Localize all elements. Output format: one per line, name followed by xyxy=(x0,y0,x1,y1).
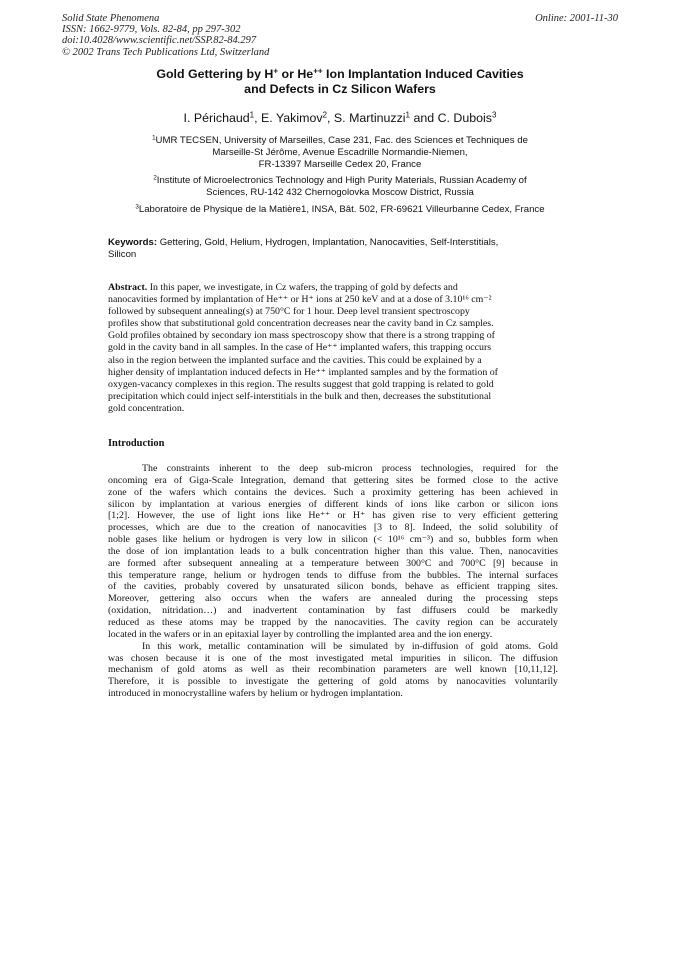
author-separator: , xyxy=(327,111,334,125)
abstract-line: gold in the cavity band in all samples. In the case of He⁺⁺ implanted wafers, this trapping occurs xyxy=(108,342,492,354)
author-list xyxy=(62,111,618,125)
affiliation-text: Laboratoire de Physique de la Matière1, INSA, Bât. 502, FR-69621 Villeurbanne Cedex, France xyxy=(138,204,545,215)
intro-line: the dose of ion implantation leads to a bulk concentration higher than this value. Then, nanocavities xyxy=(108,545,558,557)
abstract-line: higher density of implantation induced defects in He⁺⁺ implanted samples and by the formation of xyxy=(108,366,498,378)
abstract-line: precipitation which could inject self-interstitials in the bulk and then, decreases the substitutional xyxy=(108,390,492,402)
intro-line: oncoming era of Giga-Scale Integration, demand that gettering sites be formed close to the active xyxy=(108,474,558,486)
affiliation-text: Institute of Microelectronics Technology and High Purity Materials, Russian Academy of xyxy=(156,175,527,186)
intro-line: this temperature range, helium or hydrogen tends to diffuse from the bubbles. The internal surfaces xyxy=(108,569,558,581)
affiliation-mark: 2 xyxy=(153,174,157,182)
journal-name: Solid State Phenomena xyxy=(62,13,160,24)
title-line-2: and Defects in Cz Silicon Wafers xyxy=(244,81,436,96)
intro-line: (oxidation, nitridation…) and inadvertent contamination by fast diffusers could be markedly xyxy=(108,605,558,617)
abstract-line: followed by subsequent annealing(s) at 750°C for 1 hour. Deep level transient spectroscopy xyxy=(108,306,470,318)
intro-line: In this work, metallic contamination will be simulated by in-diffusion of gold atoms. Gold xyxy=(142,640,558,652)
abstract-text: In this paper, we investigate, in Cz wafers, the trapping of gold by defects and xyxy=(147,282,458,293)
title-part: Gold Gettering by H xyxy=(156,67,274,81)
intro-line: located in the wafers or in an epitaxial layer by controlling the implanted area and the ion energy. xyxy=(108,628,493,640)
affiliation-mark: 3 xyxy=(135,203,139,211)
keywords xyxy=(108,237,558,262)
intro-line: are formed after subsequent annealing at a temperature between 300°C and 700°C [9] because in xyxy=(108,557,558,569)
online-date: Online: 2001-11-30 xyxy=(535,13,618,24)
intro-line: Moreover, gettering also occurs when the wafers are annealed during the processing steps xyxy=(108,593,558,605)
abstract-label: Abstract. xyxy=(108,282,148,293)
abstract-line xyxy=(108,282,558,294)
intro-line: was chosen because it is one of the most investigated metal impurities in silicon. The diffusion xyxy=(108,652,558,664)
title-part: or He xyxy=(278,67,314,81)
abstract-line: Gold profiles obtained by secondary ion mass spectroscopy show that there is a strong trapping of xyxy=(108,330,495,342)
intro-line: processes, which are due to the creation of nanocavities [3 to 8]. Indeed, the solid solubility of xyxy=(108,522,558,534)
intro-line: of the cavities, probably covered by unsaturated silicon bonds, behave as efficient trapping sites. xyxy=(108,581,558,593)
author: I. Périchaud xyxy=(183,111,250,125)
section-heading-introduction: Introduction xyxy=(108,438,165,449)
intro-line: mechanism of gold atoms as well as their recombination parameters are well known [10,11,12]. xyxy=(108,664,558,676)
title-sup: ++ xyxy=(313,66,323,76)
abstract-line: also in the region between the implanted surface and the cavities. This could be explained by a xyxy=(108,354,482,366)
paper-title xyxy=(62,67,618,96)
journal-copyright: © 2002 Trans Tech Publications Ltd, Switzerland xyxy=(62,46,270,58)
abstract-line: nanocavities formed by implantation of He⁺⁺ or H⁺ ions at 250 keV and at a dose of 3.10¹⁶ cm⁻² xyxy=(108,294,492,306)
affiliation-2 xyxy=(100,175,580,199)
abstract xyxy=(108,282,558,415)
affiliation-mark: 1 xyxy=(152,134,156,142)
author: E. Yakimov xyxy=(261,111,323,125)
affiliation-line xyxy=(100,175,580,187)
introduction-body xyxy=(108,463,558,700)
intro-line: Therefore, it is possible to investigate the gettering of gold atoms by nanocavities voluntarily xyxy=(108,676,558,688)
affiliation-text: UMR TECSEN, University of Marseilles, Case 231, Fac. des Sciences et Techniques de xyxy=(155,135,528,146)
author: S. Martinuzzi xyxy=(333,111,406,125)
intro-line: silicon by implantation at various energies of different kinds of ions like carbon or silicon ions xyxy=(108,498,558,510)
author-affiliation-mark: 2 xyxy=(322,110,328,120)
affiliation-line: FR-13397 Marseille Cedex 20, France xyxy=(258,159,422,171)
author-separator: and xyxy=(410,111,438,125)
affiliation-line xyxy=(100,135,580,147)
intro-line: zone of the wafers which contains the devices. Such a proximity gettering has been achieved in xyxy=(108,486,558,498)
journal-issn: ISSN: 1662-9779, Vols. 82-84, pp 297-302 xyxy=(62,24,241,36)
affiliation-1 xyxy=(100,135,580,172)
abstract-line: oxygen-vacancy complexes in this region. The results suggest that gold trapping is related to gold xyxy=(108,378,494,390)
author-affiliation-mark: 1 xyxy=(405,110,411,120)
journal-doi[interactable]: doi:10.4028/www.scientific.net/SSP.82-84.297 xyxy=(62,35,257,47)
intro-line: reduced as these atoms may be trapped by the nanocavities. The cavity region can be accurately xyxy=(108,616,558,628)
journal-header xyxy=(62,13,618,58)
affiliation-line: Marseille-St Jérôme, Avenue Escadrille Normandie-Niemen, xyxy=(212,147,468,159)
intro-line: [1;2]. However, the use of light ions like He⁺⁺ or H⁺ has given rise to very efficient gettering xyxy=(108,510,558,522)
title-line-1 xyxy=(62,67,618,82)
affiliation-3 xyxy=(100,204,580,216)
affiliation-line: Sciences, RU-142 432 Chernogolovka Moscow District, Russia xyxy=(206,187,474,199)
intro-line: introduced in monocrystalline wafers by helium or hydrogen implantation. xyxy=(108,688,403,700)
title-sup: + xyxy=(273,66,279,76)
intro-line: The constraints inherent to the deep sub-micron process technologies, required for the xyxy=(142,463,558,474)
author-affiliation-mark: 1 xyxy=(249,110,255,120)
keywords-label: Keywords: xyxy=(108,237,158,248)
abstract-line: profiles show that substitutional gold concentration decreases near the cavity band in Cz samples. xyxy=(108,318,494,330)
author-separator: , xyxy=(254,111,262,125)
keywords-line xyxy=(108,237,558,249)
intro-line: noble gases like helium or hydrogen is very low in silicon (< 10¹⁶ cm⁻³) and so, bubbles form when xyxy=(108,534,558,546)
affiliation-line xyxy=(100,204,580,216)
abstract-line: gold concentration. xyxy=(108,402,185,414)
author-affiliation-mark: 3 xyxy=(491,110,497,120)
author: C. Dubois xyxy=(437,111,492,125)
keywords-line: Silicon xyxy=(108,249,137,261)
title-part: Ion Implantation Induced Cavities xyxy=(322,67,524,81)
keywords-text: Gettering, Gold, Helium, Hydrogen, Implantation, Nanocavities, Self-Interstitials, xyxy=(157,237,499,248)
